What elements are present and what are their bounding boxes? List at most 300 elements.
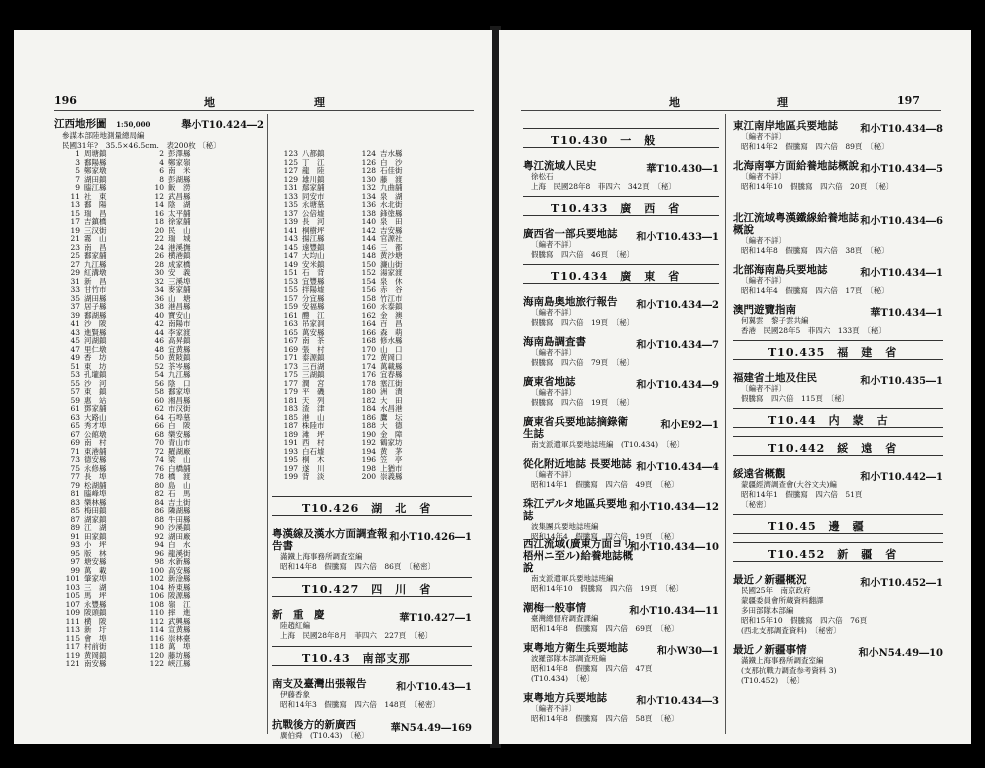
sheet-name: 陂源縣 [168,591,191,600]
sheet-name: 樂安縣 [168,429,191,439]
sheet-name: 東 坊 [84,361,107,371]
sheet-name: 鶴家坊 [380,438,403,447]
entry-call-number: 和小T10.435―1 [860,376,943,387]
page-number-right: 197 [897,94,920,107]
sheet-name: 雄川鎮 [302,174,325,184]
sheet-row [142,660,208,669]
sheet-number: 198 [361,463,376,473]
sheet-number: 64 [154,412,164,422]
sheet-number: 159 [283,302,298,311]
sheet-name: 臨峰埠 [84,489,107,498]
sheet-number: 126 [361,157,376,167]
sheet-name: 橋 渡 [168,472,191,481]
sheet-name: 三汉街 [84,225,107,235]
sheet-name: 新 圩 [84,625,107,634]
sheet-name: 永修縣 [84,463,107,473]
sheet-number: 136 [361,200,376,209]
header-char-left: 地 [204,96,215,109]
sheet-name: 樂林縣 [84,497,107,507]
sheet-name: 水昌港 [380,404,403,413]
sheet-number: 5 [75,166,80,175]
entry-title: 西江流域(廣東方面ヨリ梧州ニ至ル)給養地誌概說 [523,538,633,574]
sheet-number: 53 [70,370,80,379]
sheet-number: 146 [361,242,376,252]
sheet-number: 69 [70,438,80,447]
catalog-entry [523,692,719,724]
entry-detail: 昭和15年10 假騰寫 四六倍 76頁 [741,616,868,625]
sheet-number: 164 [361,319,376,328]
sheet-number: 101 [65,574,80,583]
sheet-number: 17 [70,217,80,226]
sheet-number: 57 [70,387,80,396]
entry-detail: 南支派遣軍兵要地誌班編 [531,574,614,583]
sheet-name: 龍 陸 [302,166,325,175]
sheet-name: 白 水 [168,540,191,549]
sheet-number: 30 [154,268,164,277]
sheet-name: 紅溝墩 [84,268,107,277]
sheet-name: 湖田鎮 [84,174,107,184]
sheet-number: 174 [361,361,376,371]
sheet-number: 192 [361,438,376,447]
sheet-name: 天 列 [302,395,325,405]
sheet-number: 121 [65,659,80,668]
entry-title: 粤漢線及漢水方面調査報告書 [272,528,388,552]
sheet-name: 村前街 [84,642,107,651]
catalog-entry [272,719,472,741]
catalog-entry [523,160,719,192]
sheet-name: 白石墟 [302,446,325,456]
entry-title: 北江流域粤漢鐵線給養地誌概說 [733,212,859,236]
section-heading: T10.427 四 川 省 [302,583,432,596]
sheet-name: 鄢家舖 [302,183,325,192]
sheet-name: 長 河 [302,217,325,226]
sheet-name: 隣湖縣 [168,506,191,515]
sheet-number: 195 [283,455,298,464]
sheet-name: 水新縣 [168,557,191,566]
entry-detail: 波羅部隊本部調査班編 [531,654,606,663]
sheet-name: 宜春縣 [380,370,403,379]
sheet-name: 横 陂 [84,616,107,626]
entry-call-number: 和小W30―1 [656,646,719,657]
sheet-name: 陂頭鎮 [84,608,107,617]
sheet-number: 169 [283,344,298,354]
sheet-name: 三百湖 [302,361,325,371]
sheet-number: 118 [149,642,164,651]
sheet-number: 51 [70,361,80,371]
entry-detail: 昭和14年10 假騰寫 四六倍 20頁 〔秘〕 [741,182,894,191]
sheet-number: 147 [283,251,298,260]
sheet-name: 藤坊縣 [168,650,191,660]
sheet-number: 63 [70,412,80,422]
sheet-number: 189 [283,429,298,439]
sheet-name: 吉鎮橋 [84,217,107,226]
sheet-name: 萬載縣 [380,361,403,371]
sheet-number: 27 [70,259,80,269]
sheet-name: 崇義縣 [380,472,403,481]
sheet-number: 59 [70,395,80,405]
section-heading: T10.433 廣 西 省 [551,202,681,215]
sheet-number: 127 [283,166,298,175]
sheet-number: 158 [361,293,376,303]
catalog-entry [523,538,719,594]
section-rule-top [272,577,472,578]
entry-detail: 昭和14年8 假騰寫 四六倍 47頁 [531,664,653,673]
header-rule [54,110,474,111]
sheet-name: 鄱家埠 [168,387,191,396]
sheet-number: 115 [65,633,80,643]
sheet-number: 2 [159,149,164,158]
sheet-number: 142 [361,225,376,235]
sheet-number: 23 [70,242,80,252]
sheet-number: 178 [361,378,376,388]
sheet-name: 崇林臺 [168,633,191,643]
sheet-name: 河湖鎮 [84,336,107,345]
sheet-name: 三湖鎮 [302,370,325,379]
sheet-name: 周塘鎮 [84,149,107,158]
entry-detail: 假騰寫 四六倍 115頁 〔秘〕 [741,394,850,403]
sheet-name: 新 昌 [84,276,107,286]
sheet-number: 117 [65,642,80,651]
sheet-number: 179 [283,387,298,396]
sheet-name: 横港鎮 [168,251,191,260]
sheet-number: 96 [154,548,164,558]
sheet-number: 77 [70,472,80,481]
sheet-number: 18 [154,217,164,226]
entry-title: 南支及臺灣出張報告 [272,678,367,690]
sheet-number: 135 [283,200,298,209]
entry-call-number: 和小T10.434―11 [629,606,719,617]
sheet-name: 南陽市 [168,319,191,328]
entry-detail: 昭和14年4 假騰寫 四六倍 19頁 〔秘〕 [531,532,679,541]
sheet-name: 桐 木 [302,455,325,464]
sheet-name: 醴 江 [302,310,325,320]
sheet-row [58,660,124,669]
sheet-number: 200 [361,472,376,481]
sheet-number: 47 [70,344,80,354]
section-rule-bottom [733,533,943,534]
sheet-number: 86 [154,506,164,515]
entry-detail: 昭和14年1 假騰寫 四六倍 51頁 [741,490,863,499]
sheet-name: 大路山 [84,412,107,422]
sheet-row [276,473,342,482]
sheet-number: 22 [154,234,164,243]
sheet-name: 同安市 [302,191,325,201]
sheet-name: 藤 渡 [380,174,403,184]
sheet-name: 黄陂鎮 [168,353,191,362]
sheet-name: 森 萌 [380,327,403,337]
sheet-number: 130 [361,174,376,184]
header-rule-right [521,110,941,111]
sheet-name: 三 湖 [84,582,107,592]
entry-detail: 〔編者不詳〕 [741,132,786,141]
entry-title: 抗戰後方的新廣西 [272,719,356,731]
sheet-name: 南 村 [84,438,107,447]
sheet-number: 153 [283,276,298,286]
sheet-number: 191 [283,438,298,447]
header-char-left-r: 地 [669,96,680,109]
entry-call-number: 和小T10.434―2 [636,300,719,311]
entry-detail: 假騰寫 四六倍 79頁 〔秘〕 [531,358,635,367]
sheet-name: 進賢縣 [84,327,107,337]
sheet-name: 永豐縣 [84,599,107,609]
entry-detail: 蒙疆委員會所蔵資料翻譯 [741,596,824,605]
header-char-right: 理 [314,96,325,109]
sheet-number: 76 [154,463,164,473]
entry-title: 潮梅一般事情 [523,602,586,614]
sheet-number: 85 [70,506,80,515]
sheet-number: 171 [283,353,298,362]
sheet-name: 飯 澇 [168,183,191,192]
catalog-entry [523,228,719,260]
sheet-name: 陰 口 [168,378,191,388]
catalog-entry [523,416,719,450]
sheet-number: 183 [283,404,298,413]
sheet-name: 香 坊 [84,353,107,362]
sheet-name: 永泰鎮 [380,302,403,311]
sheet-name: 嶺 江 [168,599,191,609]
sheet-number: 66 [154,421,164,430]
sheet-name: 成家橋 [168,259,191,269]
entry-title: 福建省土地及住民 [733,372,817,384]
sheet-number: 199 [283,472,298,481]
sheet-number: 181 [283,395,298,405]
section-heading: T10.430 一 般 [551,134,657,147]
entry-detail: 〔秘密〕 [741,500,771,509]
entry-detail: 臺灣總督府調査課編 [531,614,599,623]
sheet-number: 132 [361,183,376,192]
entry-title: 北海南寧方面給養地誌概說 [733,160,859,172]
catalog-entry [733,160,943,192]
sheet-name: 梁 山 [168,455,191,464]
sheet-name: 塘安縣 [84,557,107,566]
sheet-name: 鄭家墩 [84,166,107,175]
sheet-number: 168 [361,336,376,345]
sheet-number: 72 [154,446,164,456]
section-rule-top [733,408,943,409]
sheet-number: 109 [65,608,80,617]
sheet-number: 41 [70,319,80,328]
sheet-name: 金 障 [380,429,403,439]
sheet-number: 160 [361,302,376,311]
entry-call-number: 和小T10.434―7 [636,340,719,351]
sheet-number: 48 [154,344,164,354]
sheet-name: 宜豐縣 [302,276,325,286]
sheet-number: 94 [154,540,164,549]
sheet-number: 116 [149,633,164,643]
sheet-number: 67 [70,429,80,439]
sheet-list-col2 [142,150,208,669]
sheet-number: 102 [149,574,164,583]
sheet-number: 38 [154,302,164,311]
sheet-name: 上猶市 [380,463,403,473]
catalog-entry [733,644,943,686]
sheet-name: 南 昌 [84,242,107,252]
sheet-number: 119 [65,650,80,660]
entry-detail: 滿鐵上海事務所調査室編 [280,552,363,561]
sheet-number: 138 [361,208,376,218]
sheet-number: 112 [149,616,164,626]
sheet-number: 124 [361,149,376,158]
sheet-name: 安福縣 [302,302,325,311]
sheet-number: 83 [70,497,80,507]
sheet-name: 湘昌縣 [168,395,191,405]
sheet-name: 三溪埠 [168,276,191,286]
catalog-entry [733,120,943,152]
entry-detail: 民國25年 南京政府 [741,586,811,595]
sheet-number: 35 [70,293,80,303]
sheet-number: 6 [159,166,164,175]
sheet-number: 49 [70,353,80,362]
sheet-name: 會 埠 [84,633,107,643]
sheet-number: 26 [154,251,164,260]
sheet-name: 鄭家嶺 [168,157,191,167]
sheet-number: 3 [75,157,80,167]
entry-detail: 上海 民國28年8月 菲四六 227頁 〔秘〕 [280,631,433,640]
sheet-name: 甘竹市 [84,285,107,294]
sheet-number: 25 [70,251,80,260]
sheet-name: 小 坪 [84,540,107,549]
sheet-list-col4 [354,150,420,482]
sheet-name: 社 東 [84,191,107,201]
entry-title: 綏遠省概觀 [733,468,786,480]
section-rule-bottom [272,515,472,516]
sheet-number: 186 [361,412,376,422]
sheet-number: 82 [154,489,164,498]
sheet-name: 湖田縣 [84,293,107,303]
entry-detail: 昭和14年2 假騰寫 四六倍 89頁 〔秘〕 [741,142,889,151]
entry-detail: 昭和14年8 假騰寫 四六倍 69頁 〔秘〕 [531,624,679,633]
sheet-number: 56 [154,378,164,388]
sheet-name: 鷹 坛 [380,412,403,422]
sheet-number: 105 [65,591,80,600]
section-rule-bottom [733,359,943,360]
header-char-right-r: 理 [777,96,788,109]
sheet-name: 版 林 [84,548,107,558]
sheet-number: 70 [154,438,164,447]
sheet-number: 152 [361,268,376,277]
entry-call-number: 華T10.430―1 [646,164,719,175]
sheet-number: 93 [70,540,80,549]
entry-title: 海南島調査書 [523,336,586,348]
entry-detail: 〔編者不詳〕 [741,172,786,181]
sheet-name: 吉安縣 [380,225,403,235]
sheet-number: 91 [70,531,80,541]
sheet-name: 石 馬 [168,489,191,498]
sheet-name: 青山市 [168,438,191,447]
entry-detail: 假騰寫 四六倍 19頁 〔秘〕 [531,398,635,407]
sheet-name: 株陸市 [302,421,325,430]
entry-title: 從化附近地誌 長要地誌 [523,458,632,470]
sheet-name: 桐樹坪 [302,225,325,235]
entry-detail: 昭和14年1 假騰寫 四六倍 49頁 〔秘〕 [531,480,679,489]
sheet-name: 黄岡鎮 [84,650,107,660]
section-rule-top [523,196,719,197]
sheet-name: 洲 潰 [380,387,403,396]
sheet-name: 龍溪街 [168,548,191,558]
sheet-name: 泉 休 [380,276,403,286]
entry-detail: 〔編者不詳〕 [741,276,786,285]
sheet-number: 8 [159,174,164,184]
entry-detail: 昭和14年8 假騰寫 四六倍 38頁 〔秘〕 [741,246,889,255]
entry-title: 廣西省一部兵要地誌 [523,228,618,240]
entry-call-number: 和小T10.434―8 [860,124,943,135]
sheet-number: 16 [154,208,164,218]
sheet-name: 金 澳 [380,310,403,320]
entry-detail: 多田部隊本部編 [741,606,794,615]
sheet-number: 4 [159,157,164,167]
section-rule-top [733,436,943,437]
sheet-number: 176 [361,370,376,379]
sheet-name: 萬安縣 [302,327,325,337]
sheet-number: 111 [65,616,80,626]
entry-call-number: 和小T10.452―1 [860,578,943,589]
entry-title: 珠江デルタ地區兵要地誌 [523,498,628,522]
sheet-number: 87 [70,514,80,524]
entry-title: 澳門遊覽指南 [733,304,796,316]
sheet-name: 惠 站 [84,395,107,405]
sheet-name: 宜黄縣 [168,344,191,354]
map-series-title: 江西地形圖 [54,118,107,130]
sheet-number: 88 [154,514,164,524]
sheet-name: 峽江縣 [168,659,191,668]
sheet-number: 33 [70,285,80,294]
entry-detail: (支那抗戰力調査参考資料 3) [741,666,837,675]
entry-detail: 廣伯舜 (T10.43) 〔秘〕 [280,731,369,740]
section-rule-top [523,128,719,129]
entry-title: 東粤地方兵要地誌 [523,692,607,704]
sheet-number: 139 [283,217,298,226]
catalog-entry [523,376,719,408]
catalog-entry [733,264,943,296]
entry-detail: 蒙疆經濟調查會(大谷文夫)編 [741,480,837,489]
section-rule-top [272,646,472,647]
sheet-number: 81 [70,489,80,498]
sheet-number: 143 [283,234,298,243]
sheet-name: 高昇鎮 [168,336,191,345]
sheet-name: 泉 田 [380,217,403,226]
entry-detail: 〔編者不詳〕 [741,384,786,393]
entry-call-number: 和小T10.43―1 [396,682,472,693]
sheet-number: 44 [154,327,164,337]
sheet-number: 50 [154,353,164,362]
section-heading: T10.434 廣 東 省 [551,270,681,283]
sheet-number: 12 [154,191,164,201]
entry-call-number: 和小N54.49―10 [858,648,943,659]
entry-call-number: 和小T10.433―1 [636,232,719,243]
sheet-name: 南 米 [168,166,191,175]
sheet-number: 34 [154,285,164,294]
sheet-number: 19 [70,225,80,235]
entry-detail: 香港 民國28年5 菲四六 133頁 〔秘〕 [741,326,886,335]
sheet-name: 渣 津 [302,404,325,413]
sheet-number: 28 [154,259,164,269]
sheet-name: 孔壠鎮 [84,370,107,379]
section-rule-bottom [523,215,719,216]
sheet-number: 140 [361,217,376,226]
sheet-number: 7 [75,174,80,184]
sheet-number: 122 [149,659,164,668]
entry-call-number: 華T10.427―1 [399,613,472,624]
sheet-name: 徐家舖 [168,217,191,226]
sheet-number: 145 [283,242,298,252]
sheet-number: 100 [149,565,164,575]
sheet-name: 大 田 [380,395,403,405]
sheet-name: 拌陽墟 [302,285,325,294]
sheet-number: 170 [361,344,376,354]
sheet-number: 36 [154,293,164,303]
entry-call-number: 和小T10.434―5 [860,164,943,175]
entry-detail: 〔編者不詳〕 [531,470,576,479]
